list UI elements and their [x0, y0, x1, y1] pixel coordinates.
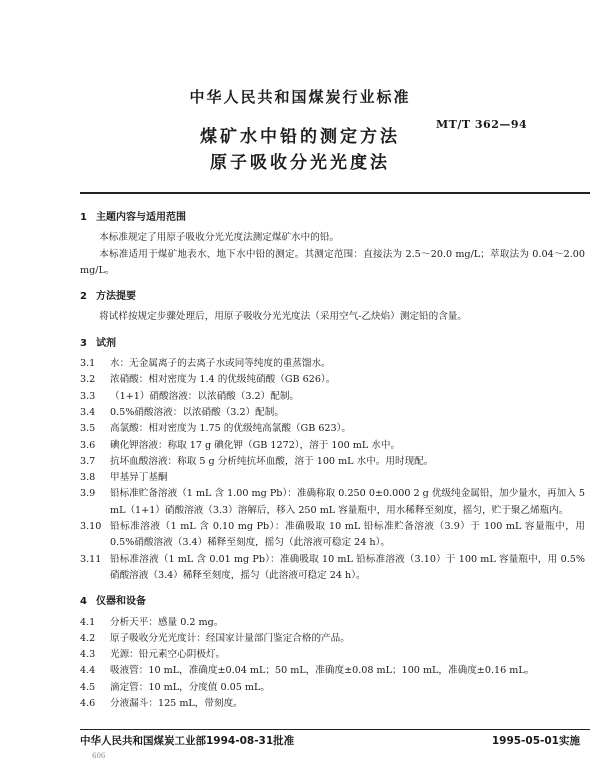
footer-divider: [80, 729, 590, 730]
section-number: 2: [80, 291, 87, 303]
clause-text: 分液漏斗：125 mL，带刻度。: [110, 698, 243, 710]
clause-number: 3.8: [80, 472, 96, 484]
standard-number: MT/T 362—94: [436, 118, 528, 131]
clause-text: 铅标准贮备溶液（1 mL 含 1.00 mg Pb）：准确称取 0.250 0±0.000 2 g 优级纯金属铅，加少量水，再加入 5 mL（1+1）硝酸溶液（3.3）溶解后，移入 250 mL 容量瓶中，用水稀释至刻度，摇匀，贮于聚乙烯瓶内。: [110, 488, 585, 516]
clause-item: [80, 372, 585, 388]
clause-number: 3.3: [80, 390, 96, 402]
approval-text: 中华人民共和国煤炭工业部1994-08-31批准: [80, 735, 295, 747]
section-title: 试剂: [96, 337, 116, 349]
clause-item: [80, 454, 585, 470]
document-title: 煤矿水中铅的测定方法: [200, 127, 400, 147]
section-number: 4: [80, 596, 87, 608]
clause-number: 3.6: [80, 439, 96, 451]
clause-text: 水：无金属离子的去离子水或同等纯度的重蒸馏水。: [110, 358, 331, 370]
clause-number: 3.1: [80, 358, 96, 370]
industry-standard-heading: 中华人民共和国煤炭行业标准: [189, 88, 411, 106]
clause-text: 铅标准溶液（1 mL 含 0.10 mg Pb）：准确吸取 10 mL 铅标准贮备溶液（3.9）于 100 mL 容量瓶中，用 0.5%硝酸溶液（3.4）稀释至刻度，摇匀（此溶液可稳定 24 h）。: [110, 521, 585, 549]
clause-number: 4.1: [80, 616, 96, 628]
clause-item: [80, 470, 585, 486]
clause-item: [80, 647, 585, 663]
clause-text: 碘化钾溶液：称取 17 g 碘化钾（GB 1272），溶于 100 mL 水中。: [110, 439, 401, 451]
clause-number: 4.3: [80, 649, 96, 661]
clause-text: 光源：铅元素空心阴极灯。: [110, 649, 226, 661]
clause-number: 4.5: [80, 681, 96, 693]
clause-item: [80, 663, 585, 679]
section-title: 仪器和设备: [96, 596, 146, 608]
paragraph: 将试样按规定步骤处理后，用原子吸收分光光度法（采用空气-乙炔焰）测定铅的含量。: [99, 311, 467, 323]
section-title: 方法提要: [96, 291, 136, 303]
clause-number: 3.4: [80, 406, 96, 418]
section-title: 主题内容与适用范围: [96, 212, 186, 223]
clause-number: 3.11: [80, 553, 102, 565]
clause-item: [80, 405, 585, 421]
clause-text: 0.5%硝酸溶液：以浓硝酸（3.2）配制。: [110, 406, 284, 418]
section-heading-2: [80, 289, 585, 305]
clause-text: 浓硝酸：相对密度为 1.4 的优级纯硝酸（GB 626）。: [110, 374, 336, 386]
section-heading-4: [80, 594, 585, 610]
document-subtitle: 原子吸收分光光度法: [210, 153, 390, 173]
header-divider: [80, 192, 590, 194]
paragraph: 本标准适用于煤矿地表水、地下水中铅的测定。其测定范围：直接法为 2.5～20.0 mg/L；萃取法为 0.04～2.00 mg/L。: [80, 248, 585, 276]
clause-item: [80, 631, 585, 647]
page-number: 606: [92, 752, 106, 760]
clause-number: 3.5: [80, 423, 96, 435]
clause-number: 3.2: [80, 374, 96, 386]
clause-text: 抗坏血酸溶液：称取 5 g 分析纯抗坏血酸，溶于 100 mL 水中。用时现配。: [110, 455, 434, 467]
clause-item: [80, 696, 585, 712]
section-heading-1: [80, 210, 585, 226]
clause-number: 4.6: [80, 698, 96, 710]
clause-number: 3.7: [80, 455, 96, 467]
clause-item: [80, 389, 585, 405]
document-body: [80, 200, 585, 712]
clause-number: 3.10: [80, 521, 102, 533]
clause-number: 4.4: [80, 665, 96, 677]
section-heading-3: [80, 336, 585, 352]
clause-item: [80, 438, 585, 454]
paragraph: 本标准规定了用原子吸收分光光度法测定煤矿水中的铅。: [99, 232, 340, 244]
clause-item: [80, 519, 585, 552]
clause-text: 铅标准溶液（1 mL 含 0.01 mg Pb）：准确吸取 10 mL 铅标准溶液（3.10）于 100 mL 容量瓶中，用 0.5%硝酸溶液（3.4）稀释至刻度，摇匀（此溶液可稳定 24 h）。: [110, 553, 585, 581]
clause-item: [80, 680, 585, 696]
clause-text: 分析天平：感量 0.2 mg。: [110, 616, 224, 628]
clause-item: [80, 421, 585, 437]
clause-text: 吸液管：10 mL，准确度±0.04 mL；50 mL，准确度±0.08 mL；100 mL，准确度±0.16 mL。: [110, 665, 535, 677]
section-number: 3: [80, 337, 87, 349]
clause-item: [80, 615, 585, 631]
clause-number: 4.2: [80, 632, 96, 644]
clause-text: 滴定管：10 mL，分度值 0.05 mL。: [110, 681, 270, 693]
clause-text: 甲基异丁基酮: [110, 472, 168, 484]
clause-number: 3.9: [80, 488, 96, 500]
clause-text: 原子吸收分光光度计：经国家计量部门鉴定合格的产品。: [110, 632, 350, 644]
clause-item: [80, 552, 585, 585]
section-number: 1: [80, 212, 87, 223]
clause-text: 高氯酸：相对密度为 1.75 的优级纯高氯酸（GB 623）。: [110, 423, 352, 435]
clause-item: [80, 356, 585, 372]
implementation-date: 1995-05-01实施: [491, 735, 580, 747]
clause-item: [80, 486, 585, 519]
clause-text: （1+1）硝酸溶液：以浓硝酸（3.2）配制。: [110, 390, 300, 402]
